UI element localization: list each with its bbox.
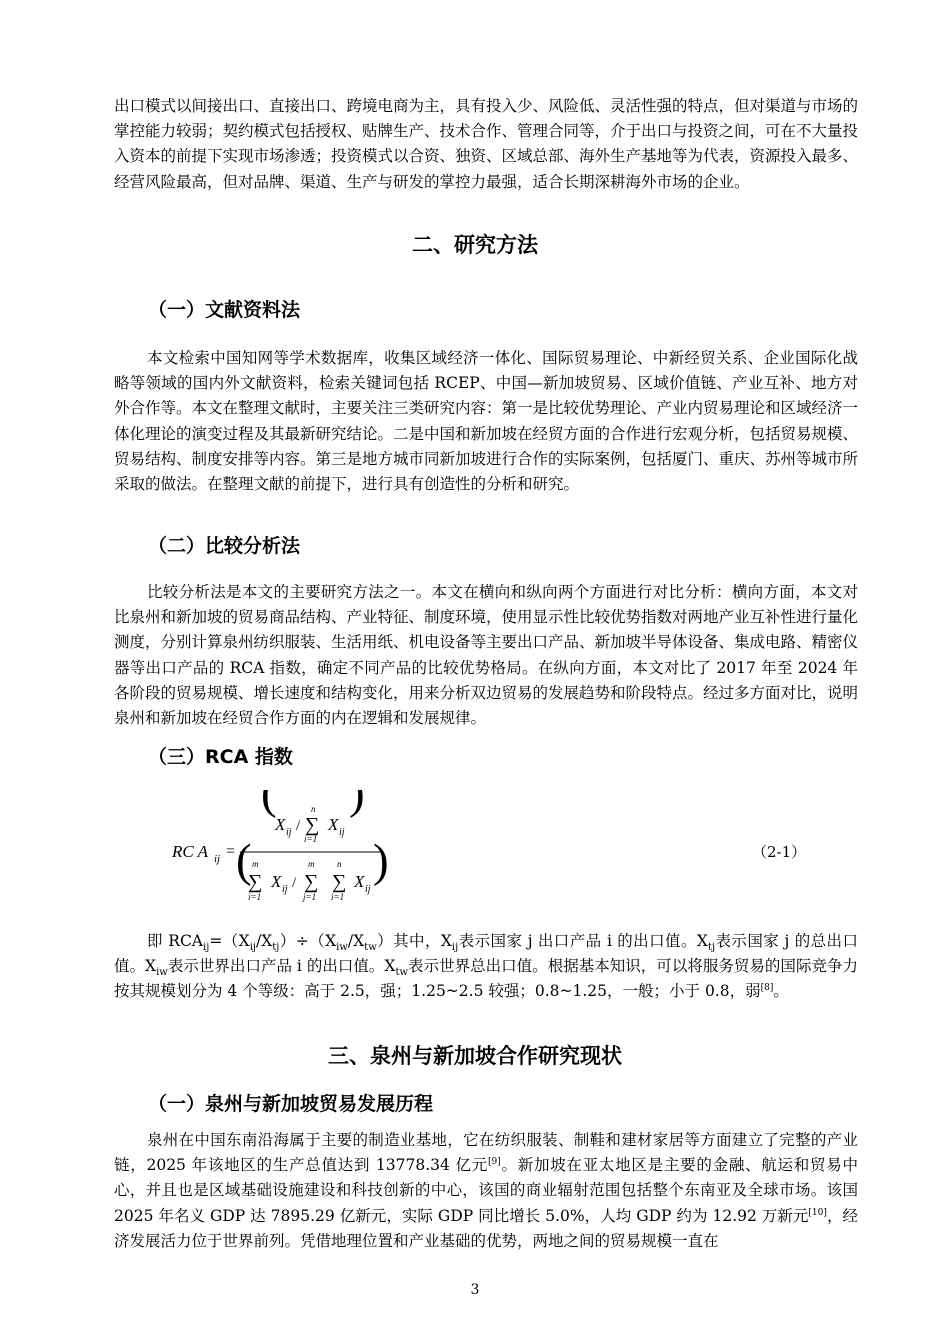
svg-text:m: m [252, 859, 259, 869]
svg-text:∑: ∑ [304, 871, 319, 893]
sum-symbol: ∑ [305, 814, 320, 836]
svg-text:ij: ij [339, 827, 345, 838]
section-heading-methods: 二、研究方法 [412, 233, 538, 257]
section-heading-status: 三、泉州与新加坡合作研究现状 [328, 1044, 622, 1068]
page-number: 3 [470, 1282, 480, 1298]
svg-text:ij: ij [282, 884, 288, 895]
formula-lhs: RC A [172, 842, 209, 861]
subheading-trade-history: （一）泉州与新加坡贸易发展历程 [148, 1093, 434, 1115]
formula-equals: = [226, 843, 236, 860]
paragraph-rca-definition: 即 $RCA_{ij}=(X_{ij}/X_{tj})\div(X_{iw}/X_{tw})$其中，$X_{ij}$表示国家 j 出口产品 i 的出口值。$X_{tj}$表示国家 j 的总出口值。$X_{iw}$表示世界出口产品 i 的出口值。$X_{tw}$表示世界总出口值。根据基本知识，可以将服务贸易的国际竞争力按其规模划分为 4 个等级：高于 2.5，强；1.25~2.5 较强；0.8~1.25，一般；小于 0.8，弱[8]。 [114, 932, 858, 1001]
svg-text:/: / [296, 818, 301, 834]
equation-number: （2-1） [752, 843, 807, 861]
svg-text:(: ( [261, 790, 277, 819]
svg-text:): ) [349, 790, 365, 819]
svg-text:n: n [311, 804, 316, 814]
svg-text:j=1: j=1 [303, 892, 317, 902]
svg-text:∑: ∑ [248, 871, 263, 893]
citation-9: [9] [487, 1157, 501, 1168]
svg-text:i=1: i=1 [304, 834, 318, 844]
svg-text:ij: ij [365, 884, 371, 895]
svg-text:(: ( [236, 835, 252, 887]
svg-text:n: n [337, 859, 342, 869]
formula-x-1: X [275, 815, 286, 834]
rca-formula [168, 790, 398, 912]
citation-8: [8] [760, 983, 774, 994]
svg-text:/: / [292, 875, 297, 891]
subheading-rca: （三）RCA 指数 [148, 746, 293, 768]
svg-text:i=1: i=1 [331, 892, 345, 902]
svg-text:X: X [354, 872, 365, 891]
citation-10: [10] [808, 1207, 827, 1218]
subheading-comparison: （二）比较分析法 [148, 535, 301, 557]
formula-lhs-sub: ij [214, 853, 221, 865]
subheading-literature: （一）文献资料法 [148, 299, 301, 321]
svg-text:X: X [271, 872, 282, 891]
paragraph-trade-history: 泉州在中国东南沿海属于主要的制造业基地，它在纺织服装、制鞋和建材家居等方面建立了完整的产业链，2025 年该地区的生产总值达到 13778.34 亿元[9]。新加坡在亚太地区是主要的金融、航运和贸易中心，并且也是区域基础设施建设和科技创新的中心，该国的商业辐射范围包括整个东南亚及全球市场。该国 2025 年名义 GDP 达 7895.29 亿新元，实际 GDP 同比增长 5.0%，人均 GDP 约为 12.92 万新元[10]，经济发展活力位于世界前列。凭借地理位置和产业基础的优势，两地之间的贸易规模一直在 [114, 1131, 858, 1250]
svg-text:ij: ij [286, 827, 292, 838]
paragraph-intro: 出口模式以间接出口、直接出口、跨境电商为主，具有投入少、风险低、灵活性强的特点，但对渠道与市场的掌控能力较弱；契约模式包括授权、贴牌生产、技术合作、管理合同等，介于出口与投资之间，可在不大量投入资本的前提下实现市场渗透；投资模式以合资、独资、区域总部、海外生产基地等为代表，资源投入最多、经营风险最高，但对品牌、渠道、生产与研发的掌控力最强，适合长期深耕海外市场的企业。 [114, 97, 859, 191]
svg-text:m: m [308, 859, 315, 869]
svg-text:): ) [373, 835, 389, 887]
paragraph-literature: 本文检索中国知网等学术数据库，收集区域经济一体化、国际贸易理论、中新经贸关系、企业国际化战略等领域的国内外文献资料，检索关键词包括 RCEP、中国—新加坡贸易、区域价值链、产业互补、地方对外合作等。本文在整理文献时，主要关注三类研究内容：第一是比较优势理论、产业内贸易理论和区域经济一体化理论的演变过程及其最新研究结论。二是中国和新加坡在经贸方面的合作进行宏观分析，包括贸易规模、贸易结构、制度安排等内容。第三是地方城市同新加坡进行合作的实际案例，包括厦门、重庆、苏州等城市所采取的做法。在整理文献的前提下，进行具有创造性的分析和研究。 [114, 349, 859, 494]
svg-text:∑: ∑ [332, 871, 347, 893]
svg-text:X: X [328, 815, 339, 834]
svg-text:i=1: i=1 [248, 892, 262, 902]
paragraph-comparison: 比较分析法是本文的主要研究方法之一。本文在横向和纵向两个方面进行对比分析：横向方面，本文对比泉州和新加坡的贸易商品结构、产业特征、制度环境，使用显示性比较优势指数对两地产业互补性进行量化测度，分别计算泉州纺织服装、生活用纸、机电设备等主要出口产品、新加坡半导体设备、集成电路、精密仪器等出口产品的 RCA 指数，确定不同产品的比较优势格局。在纵向方面，本文对比了 2017 年至 2024 年各阶段的贸易规模、增长速度和结构变化，用来分析双边贸易的发展趋势和阶段特点。经过多方面对比，说明泉州和新加坡在经贸合作方面的内在逻辑和发展规律。 [114, 583, 859, 728]
